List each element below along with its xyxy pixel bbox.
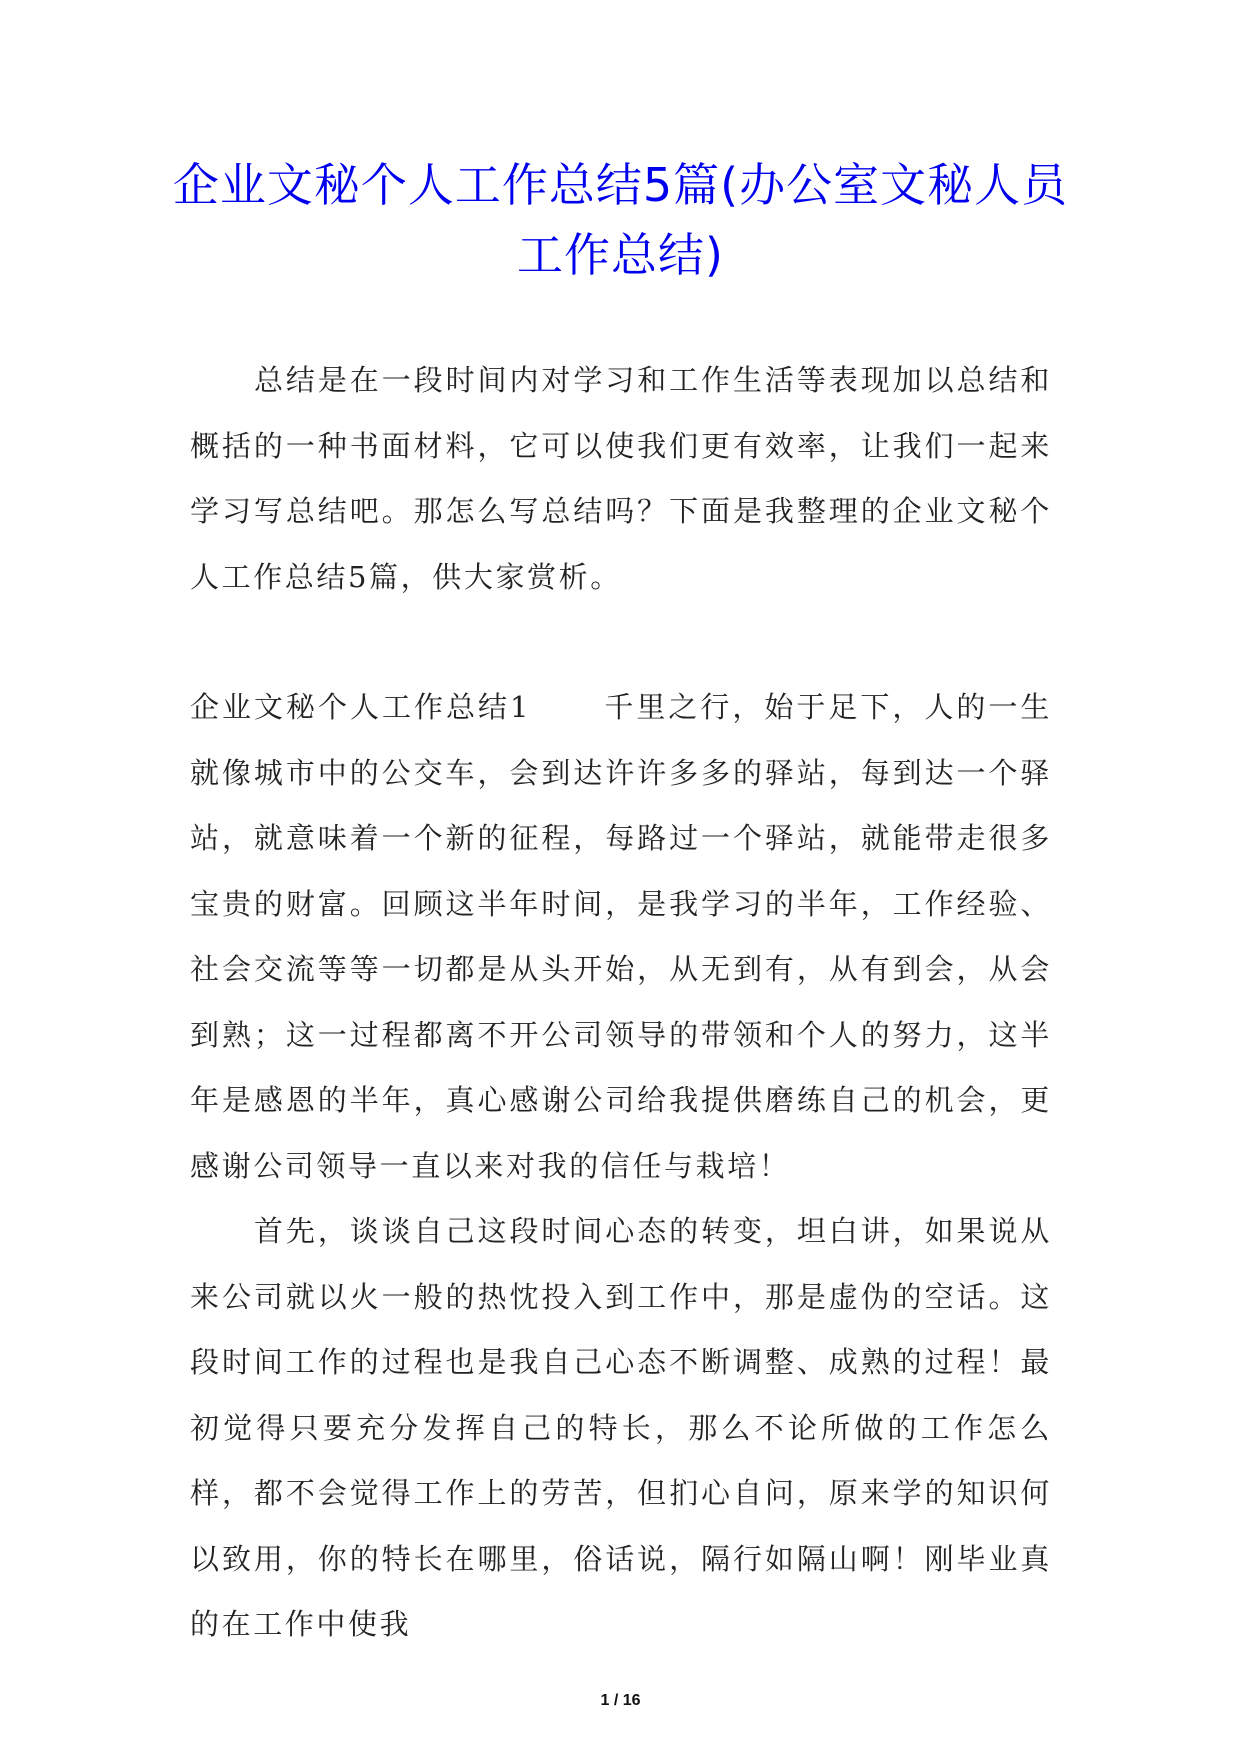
- paragraph-spacer: [190, 610, 1052, 675]
- document-title: 企业文秘个人工作总结5篇(办公室文秘人员工作总结): [172, 158, 1069, 282]
- heading-gap: [531, 690, 604, 724]
- page-number: 1 / 16: [600, 1692, 641, 1709]
- section-1-paragraph-2: 首先，谈谈自己这段时间心态的转变，坦白讲，如果说从来公司就以火一般的热忱投入到工作中，那是虚伪的空话。这段时间工作的过程也是我自己心态不断调整、成熟的过程！最初觉得只要充分发挥自己的特长，那么不论所做的工作怎么样，都不会觉得工作上的劳苦，但扪心自问，原来学的知识何以致用，你的特长在哪里，俗话说，隔行如隔山啊！刚毕业真的在工作中使我: [190, 1214, 1052, 1641]
- section-1-text-1: 千里之行，始于足下，人的一生就像城市中的公交车，会到达许许多多的驿站，每到达一个驿站，就意味着一个新的征程，每路过一个驿站，就能带走很多宝贵的财富。回顾这半年时间，是我学习的半年，工作经验、社会交流等等一切都是从头开始，从无到有，从有到会，从会到熟；这一过程都离不开公司领导的带领和个人的努力，这半年是感恩的半年，真心感谢公司给我提供磨练自己的机会，更感谢公司领导一直以来对我的信任与栽培！: [190, 690, 1052, 1183]
- intro-paragraph: 总结是在一段时间内对学习和工作生活等表现加以总结和概括的一种书面材料，它可以使我们更有效率，让我们一起来学习写总结吧。那怎么写总结吗？下面是我整理的企业文秘个人工作总结5篇，供大家赏析。: [190, 363, 1052, 594]
- section-1-paragraph-1: [190, 675, 1052, 1199]
- section-1-heading: 企业文秘个人工作总结1: [190, 690, 532, 724]
- document-body: [190, 348, 1052, 1658]
